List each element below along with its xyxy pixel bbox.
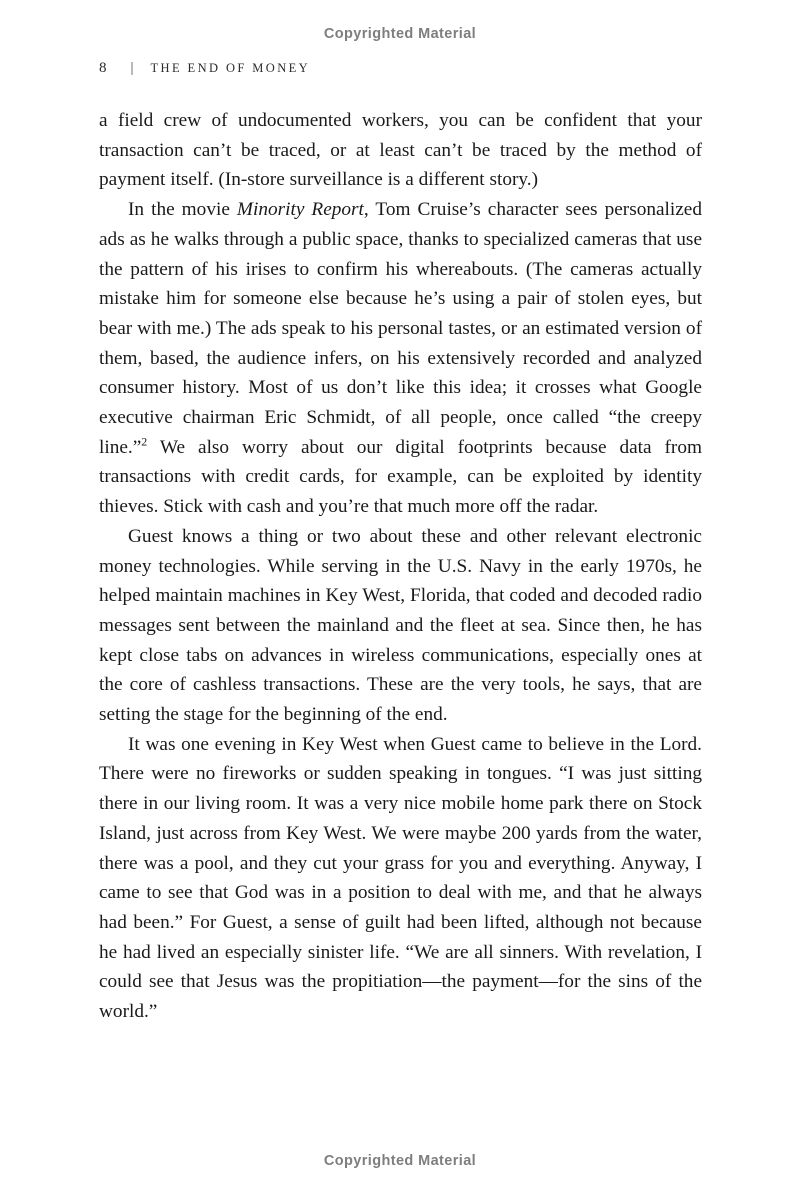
text-run: , Tom Cruise’s character sees personalized ads as he walks through a public space, thanks to specialized cameras that use the pattern of his irises to confirm his whereabouts. (The cameras actually mistake him for someone else because he’s using a pair of stolen eyes, but bear with me.) The ads speak to his personal tastes, or an estimated version of them, based, the audience infers, on his extensively recorded and analyzed consumer history. Most of us don’t like this idea; it crosses what Google executive chairman Eric Schmidt, of all people, once called “the creepy line.” bbox=[99, 199, 703, 458]
text-run: Guest knows a thing or two about these and other relevant electronic money technologies. While serving in the U.S. Navy in the early 1970s, he helped maintain machines in Key West, Florida, that coded and decoded radio messages sent between the mainland and the fleet at sea. Since then, he has kept close tabs on advances in wireless communications, especially ones at the core of cashless transactions. These are the very tools, he says, that are setting the stage for the beginning of the end. bbox=[99, 525, 702, 726]
copyright-notice-top: Copyrighted Material bbox=[323, 26, 477, 42]
header-divider: | bbox=[130, 60, 134, 76]
page-header bbox=[99, 59, 310, 77]
paragraph bbox=[99, 522, 702, 730]
text-run: Minority Report bbox=[236, 199, 364, 221]
paragraph bbox=[99, 730, 702, 1027]
running-head: THE END OF MONEY bbox=[150, 61, 311, 75]
paragraph bbox=[99, 106, 702, 195]
text-run: In the movie bbox=[128, 199, 237, 221]
text-run: a field crew of undocumented workers, you can be confident that your transaction can’t be traced, or at least can’t be traced by the method of payment itself. (In-store surveillance is a different story.) bbox=[99, 110, 702, 191]
copyright-notice-bottom: Copyrighted Material bbox=[323, 1153, 477, 1169]
body-text bbox=[99, 106, 702, 1027]
footnote-reference: 2 bbox=[141, 434, 148, 449]
paragraph bbox=[99, 195, 702, 522]
page-number: 8 bbox=[99, 60, 107, 76]
text-run: It was one evening in Key West when Guest came to believe in the Lord. There were no fireworks or sudden speaking in tongues. “I was just sitting there in our living room. It was a very nice mobile home park there on Stock Island, just across from Key West. We were maybe 200 yards from the water, there was a pool, and they cut your grass for you and everything. Anyway, I came to see that God was in a position to deal with me, and that he always had been.” For Guest, a sense of guilt had been lifted, although not because he had lived an especially sinister life. “We are all sinners. With revelation, I could see that Jesus was the propitiation—the payment—for the sins of the world.” bbox=[99, 733, 702, 1023]
text-run: We also worry about our digital footprints because data from transactions with credit cards, for example, can be exploited by identity thieves. Stick with cash and you’re that much more off the radar. bbox=[99, 436, 702, 518]
